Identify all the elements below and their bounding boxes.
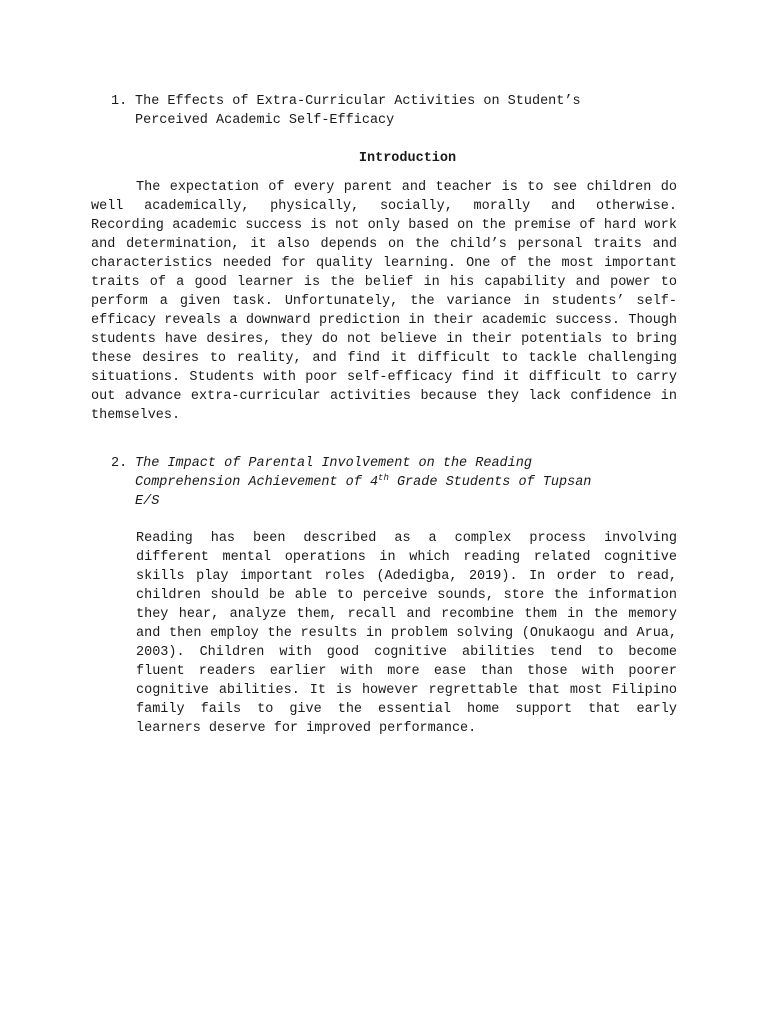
introduction-heading: Introduction [358, 151, 457, 166]
section-2-title [111, 454, 671, 511]
section-2-title-line-2-pre: Comprehension Achievement of 4 [135, 475, 379, 490]
intro-paragraph: The expectation of every parent and teacher is to see children do well academically, physically, socially, morally and otherwise. Recording academic success is not only based on the premise of hard work and determination, it also depends on the child’s personal traits and characteristics needed for quality learning. One of the most important traits of a good learner is the belief in his capability and power to perform a given task. Unfortunately, the variance in students’ self-efficacy reveals a downward prediction in their academic success. Though students have desires, they do not believe in their potentials to bring these desires to reality, and find it difficult to tackle challenging situations. Students with poor self-efficacy find it difficult to carry out advance extra-curricular activities because they lack confidence in themselves. [91, 180, 677, 423]
section-2-title-line-3: E/S [135, 494, 160, 509]
section-1-title-line-1: The Effects of Extra-Curricular Activities on Student’s [135, 94, 581, 109]
ordinal-superscript: th [378, 473, 389, 483]
reading-paragraph: Reading has been described as a complex process involving different mental operations in which reading related cognitive skills play important roles (Adedigba, 2019). In order to read, children should be able to perceive sounds, store the information they hear, analyze them, recall and recombine them in the memory and then employ the results in problem solving (Onukaogu and Arua, 2003). Children with good cognitive abilities tend to become fluent readers earlier with more ease than those with poorer cognitive abilities. It is however regrettable that most Filipino family fails to give the essential home support that early learners deserve for improved performance. [136, 531, 677, 736]
section-2-title-line-1: The Impact of Parental Involvement on the Reading [135, 456, 532, 471]
section-1-title-line-2: Perceived Academic Self-Efficacy [135, 113, 395, 128]
list-number-2: 2. [111, 456, 128, 471]
list-number-1: 1. [111, 94, 128, 109]
section-1-title [111, 92, 671, 130]
section-2-title-line-2-post: Grade Students of Tupsan [388, 475, 592, 490]
